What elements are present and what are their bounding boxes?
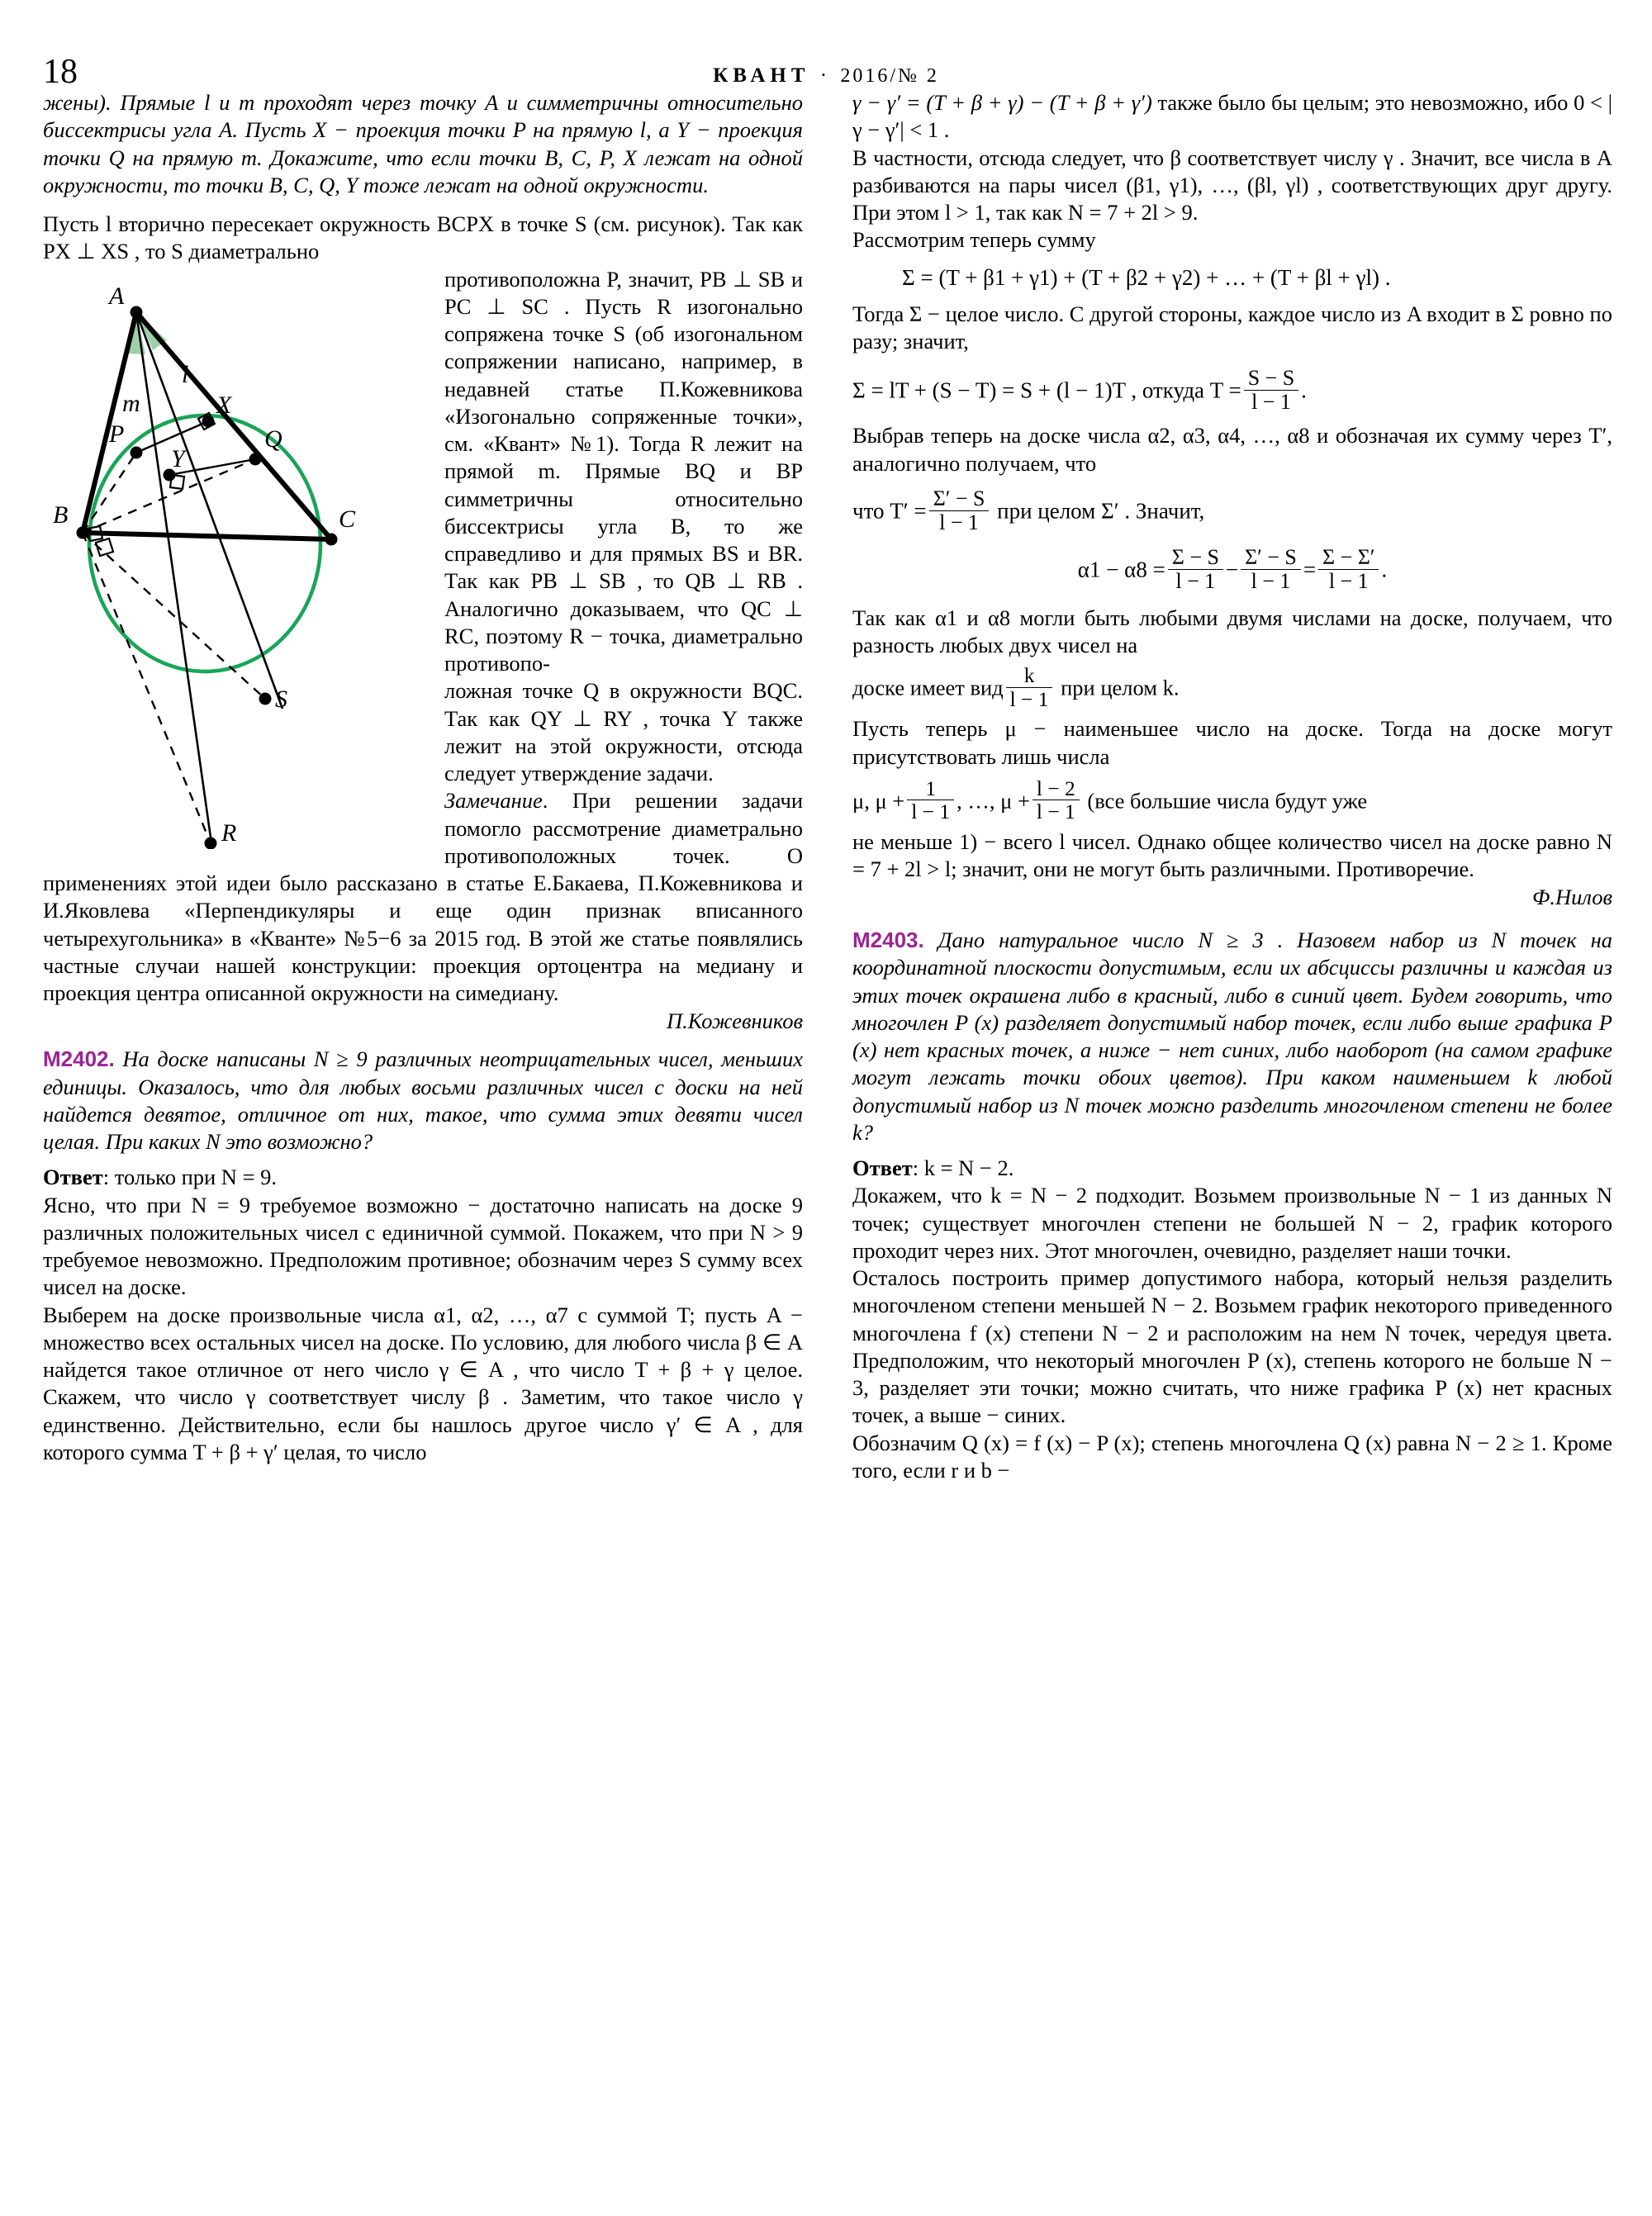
formula-Tprime-lead: что T′ = [852, 498, 927, 524]
label-c: C [339, 505, 356, 533]
right-cont-8: не меньше 1) − всего l чисел. Однако общее количество чисел на доске равно N = 7 + 2l > l; значит, они не могут быть различными. Противоречие. [852, 828, 1612, 881]
frac-alpha-1-num: Σ − S [1171, 544, 1219, 569]
right-cont-1 [852, 89, 1612, 145]
problem-m2403 [852, 927, 1612, 1146]
label-b: B [53, 501, 69, 529]
answer-m2402 [43, 1164, 803, 1191]
point-s [259, 692, 272, 705]
frac-mu-1-den: l − 1 [907, 800, 954, 823]
frac-alpha-2-num: Σ′ − S [1245, 544, 1297, 569]
remark-lead: Замечание [444, 788, 543, 814]
label-line-m: m [122, 389, 140, 417]
remark-body: . При решении задачи помогло рассмотрение диаметрально противоположных точек. О применениях этой идеи было рассказано в статье Е.Бакаева, П.Кожевникова и И.Яковлева «Перпендикуляры и еще один признак вписанного четырехугольника» в «Кванте» №5−6 за 2015 год. В этой же статье появлялись частные случаи нашей конструкции: проекция ортоцентра на медиану и проекция центра описанной окружности на симедиану. [43, 788, 803, 1005]
frac-k-num: k [1023, 663, 1035, 688]
answer-text-m2402: : только при N = 9. [102, 1165, 278, 1190]
answer-label-m2403: Ответ [852, 1155, 913, 1181]
label-s: S [275, 685, 287, 713]
label-y: Y [171, 444, 185, 472]
frac-alpha-3 [1318, 546, 1379, 593]
frac-alpha-3-den: l − 1 [1318, 569, 1379, 593]
right-cont-1-text: также было бы целым; это невозможно, ибо 0 < |γ − γ′| < 1 . [852, 90, 1612, 143]
point-a [131, 306, 143, 318]
geometry-figure-svg [43, 271, 431, 849]
left-column [43, 89, 803, 1466]
problem-m2402 [43, 1046, 803, 1155]
frac-alpha-3-num: Σ − Σ′ [1322, 544, 1375, 569]
continued-problem-text: жены). Прямые l и m проходят через точку A и симметричны относительно биссектрисы угла A. Пусть X − проекция точки P на прямую l, а Y − проекция точки Q на прямую m. Докажите, что если точки B, C, P, X лежат на одной окружности, то точки B, C, Q, Y тоже лежат на одной окружности. [43, 90, 803, 197]
formula-sigma-display: Σ = (T + β1 + γ1) + (T + β2 + γ2) + … + (T + βl + γl) . [902, 264, 1391, 290]
right-cont-4: Тогда Σ − целое число. С другой стороны, каждое число из A входит в Σ ровно по разу; значит, [852, 301, 1612, 354]
label-a: A [109, 282, 125, 310]
frac-k-den: l − 1 [1006, 687, 1053, 710]
mu-lead: μ, μ + [852, 788, 905, 814]
mu-mid: , …, μ + [957, 788, 1030, 814]
frac-Tprime-den: l − 1 [929, 510, 990, 534]
frac-T [1244, 367, 1298, 414]
frac-mu-1 [907, 777, 954, 823]
right-cont-6: Так как α1 и α8 могли быть любыми двумя числами на доске, получаем, что разность любых двух чисел на [852, 605, 1612, 658]
right-cont-3: Рассмотрим теперь сумму [852, 227, 1096, 253]
right-cont-6b-tail: при целом k. [1061, 675, 1180, 700]
frac-T-num: S − S [1247, 366, 1295, 391]
frac-mu-2-num: l − 2 [1036, 776, 1075, 800]
frac-Tprime-num: Σ′ − S [933, 486, 985, 510]
answer-label-m2402: Ответ [43, 1165, 103, 1190]
point-x [202, 415, 215, 427]
solution-paragraph-wrapped: противоположна P, значит, PB ⊥ SB и PC ⊥ SC . Пусть R изогонально сопряжена точке S (об изогональном сопряжении написано, например, в недавней статье П.Кожевникова «Изогонально сопряженные точки», см. «Квант» №1). Тогда R лежит на прямой m. Прямые BQ и BP симметричны относительно биссектрисы угла B, то же справедливо и для прямых BS и BR. Так как PB ⊥ SB , то QB ⊥ RB . Аналогично доказываем, что QC ⊥ RC, поэтому R − точка, диаметрально противопо- [444, 266, 803, 676]
m2403-body-2: Осталось построить пример допустимого набора, который нельзя разделить многочленом степени меньшей N − 2. Возьмем график некоторого приведенного многочлена f (x) степени N − 2 и расположим на нем N точек, чередуя цвета. Предположим, что некоторый многочлен P (x), степень которого не больше N − 3, разделяет эти точки; можно считать, что ниже графика P (x) нет красных точек, а выше − синих. [852, 1265, 1612, 1428]
formula-alpha-diff [852, 546, 1612, 593]
label-q: Q [264, 425, 282, 453]
frac-alpha-2 [1241, 546, 1301, 593]
solution-paragraph-intro: Пусть l вторично пересекает окружность BCPX в точке S (см. рисунок). Так как PX ⊥ XS , то S диаметрально [43, 211, 803, 264]
answer-text-m2403: : k = N − 2. [912, 1155, 1014, 1181]
frac-mu-1-num: 1 [925, 776, 937, 800]
solution-paragraph-tail: ложная точке Q в окружности BQC. Так как QY ⊥ RY , точка Y также лежит на этой окружности, отсюда следует утверждение задачи. [444, 678, 803, 785]
point-p [131, 446, 143, 458]
problem-m2402-id: M2402. [43, 1046, 115, 1072]
page-folio: 18 [43, 53, 78, 91]
point-r [205, 837, 217, 849]
right-cont-2: В частности, отсюда следует, что β соответствует числу γ . Значит, все числа в A разбиваются на пары чисел (β1, γ1), …, (βl, γl) , соответствующих друг другу. При этом l > 1, так как N = 7 + 2l > 9. [852, 145, 1612, 225]
problem-m2403-id: M2403. [852, 928, 924, 953]
journal-title-line [0, 64, 1652, 88]
right-column [852, 89, 1612, 1484]
frac-alpha-1-den: l − 1 [1168, 569, 1223, 593]
mu-tail: (все большие числа будут уже [1087, 788, 1368, 814]
m2402-body-2: Выберем на доске произвольные числа α1, α2, …, α7 с суммой T; пусть A − множество всех остальных чисел на доске. По условию, для любого числа β ∈ A найдется такое отличное от него число γ ∈ A , что число T + β + γ целое. Скажем, что число γ соответствует числу β . Заметим, что такое число γ единственно. Действительно, если бы нашлось другое число γ′ ∈ A , для которого сумма T + β + γ′ целая, то число [43, 1302, 803, 1464]
label-x: X [216, 391, 232, 419]
frac-Tprime [929, 487, 990, 534]
m2402-body-1: Ясно, что при N = 9 требуемое возможно − достаточно написать на доске 9 различных положительных чисел с единичной суммой. Покажем, что при N > 9 требуемое невозможно. Предположим противное; обозначим через S сумму всех чисел на доске. [43, 1192, 803, 1300]
answer-m2403 [852, 1155, 1612, 1182]
frac-alpha-2-den: l − 1 [1241, 569, 1301, 593]
point-q [249, 453, 262, 465]
m2403-body-3: Обозначим Q (x) = f (x) − P (x); степень многочлена Q (x) равна N − 2 ≥ 1. Кроме того, если r и b − [852, 1430, 1612, 1483]
header-separator: · [819, 64, 831, 87]
frac-k [1006, 664, 1053, 710]
formula-sigma2-text: Σ = lT + (S − T) = S + (l − 1)T , откуда [852, 377, 1205, 403]
label-p: P [109, 420, 125, 448]
formula-alpha-end: . [1381, 557, 1388, 582]
problem-m2402-statement: На доске написаны N ≥ 9 различных неотрицательных чисел, меньших единицы. Оказалось, что для любых восьми различных чисел с доски на ней найдется девятое, отличное от них, такое, что сумма этих девяти чисел целая. При каких N это возможно? [43, 1046, 804, 1154]
circle-bcpx [89, 415, 320, 671]
point-c [325, 533, 338, 545]
formula-alpha-minus: − [1225, 557, 1239, 582]
author-signature-1: П.Кожевников [666, 1008, 803, 1034]
right-cont-6b-lead: доске имеет вид [852, 675, 1004, 700]
right-cont-6b [852, 664, 1612, 710]
formula-Tprime [852, 487, 1612, 534]
body-columns [43, 89, 1612, 2171]
journal-name: КВАНТ [713, 64, 810, 87]
geometry-figure [43, 271, 431, 849]
point-b [77, 526, 89, 539]
formula-alpha-lhs: α1 − α8 = [1077, 557, 1165, 582]
right-cont-5: Выбрав теперь на доске числа α2, α3, α4, …, α8 и обозначая их сумму через T′, аналогично получаем, что [852, 423, 1612, 476]
running-head [0, 31, 1652, 91]
formula-Tprime-tail: при целом Σ′ . Значит, [997, 498, 1205, 524]
line-m [136, 312, 212, 849]
formula-gamma-diff: γ − γ′ = (T + β + γ) − (T + β + γ′) [852, 90, 1152, 115]
m2403-body-1: Докажем, что k = N − 2 подходит. Возьмем произвольные N − 1 из данных N точек; существует многочлен степени не большей N − 2, график которого проходит через них. Этот многочлен, очевидно, разделяет наши точки. [852, 1183, 1612, 1263]
formula-T-lead: T = [1209, 377, 1241, 403]
problem-m2403-statement: Дано натуральное число N ≥ 3 . Назовем набор из N точек на координатной плоскости допустимым, если их абсциссы различны и каждая из этих точек окрашена либо в красный, либо в синий цвет. Будем говорить, что многочлен P (x) разделяет допустимый набор точек, если либо выше графика P (x) нет красных точек, а ниже − нет синих, либо наоборот (на самом графике могут лежать точки обоих цветов). При каком наименьшем k любой допустимый набор из N точек можно разделить многочленом степени не более k? [852, 928, 1613, 1145]
label-r: R [221, 819, 237, 847]
right-cont-7: Пусть теперь μ − наименьшее число на доске. Тогда на доске могут присутствовать лишь числа [852, 716, 1612, 769]
label-line-l: l [182, 360, 189, 388]
frac-mu-2 [1032, 777, 1080, 823]
journal-issue: 2016/№ 2 [840, 65, 939, 87]
frac-T-den: l − 1 [1244, 390, 1298, 414]
dashed-br [83, 533, 211, 843]
frac-alpha-1 [1168, 546, 1223, 593]
formula-mu-series [852, 777, 1612, 823]
formula-alpha-eq: = [1303, 557, 1317, 582]
formula-sigma2: Σ = lT + (S − T) = S + (l − 1)T , откуда T = $\frac{S - S}{l - 1}$ . [852, 366, 1307, 415]
frac-mu-2-den: l − 1 [1032, 800, 1080, 823]
author-signature-2: Ф.Нилов [1532, 885, 1612, 910]
